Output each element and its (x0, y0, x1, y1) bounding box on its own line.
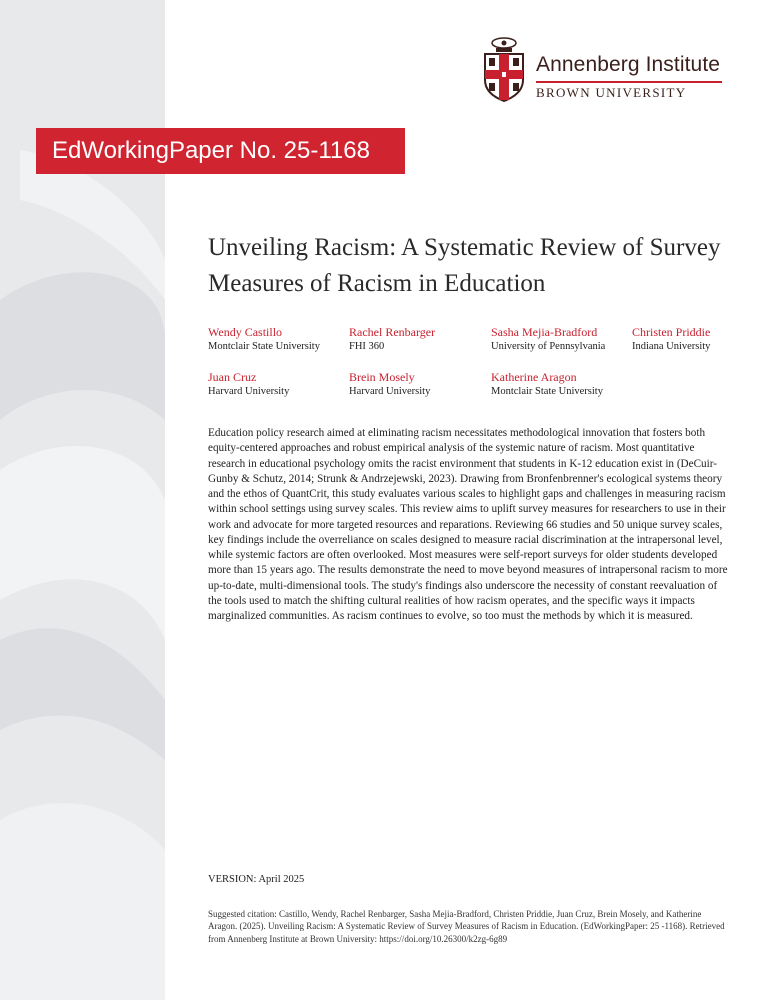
author-affiliation: FHI 360 (349, 341, 385, 352)
university-name: BROWN UNIVERSITY (536, 85, 687, 100)
author-affiliation: Indiana University (632, 341, 711, 352)
author-entry (208, 370, 348, 399)
author-name: Juan Cruz (208, 370, 257, 384)
annenberg-logo (482, 36, 727, 104)
brown-shield-icon (482, 36, 526, 102)
author-entry (208, 325, 348, 354)
series-banner: EdWorkingPaper No. 25-1168 (36, 128, 405, 174)
author-name: Sasha Mejia-Bradford (491, 325, 598, 339)
author-entry (632, 325, 772, 354)
author-name: Christen Priddie (632, 325, 711, 339)
author-entry (349, 325, 489, 354)
author-entry (349, 370, 489, 399)
version-label: VERSION: April 2025 (208, 874, 305, 885)
author-list (208, 325, 748, 405)
author-entry (491, 325, 631, 354)
institute-name: Annenberg Institute (536, 53, 721, 76)
author-name: Katherine Aragon (491, 370, 577, 384)
author-affiliation: Montclair State University (208, 341, 320, 352)
paper-title: Unveiling Racism: A Systematic Review of Survey Measures of Racism in Education (208, 234, 721, 297)
suggested-citation: Suggested citation: Castillo, Wendy, Rachel Renbarger, Sasha Mejia-Bradford, Christen Priddie, Juan Cruz, Brein Mosely, and Katherine Aragon. (2025). Unveiling Racism: A Systematic Review of Survey Measures of Racism in Education. (EdWorkingPaper: 25 -1168). Retrieved from Annenberg Institute at Brown University: https://doi.org/10.26300/k2zg-6g89 (208, 909, 725, 944)
abstract: Education policy research aimed at eliminating racism necessitates methodological innovation that fosters both equity-centered approaches and robust empirical analysis of the systemic nature of racism. Most quantitative research in educational psychology omits the racist environment that students in K-12 education exist in (DeCuir-Gunby & Schutz, 2014; Strunk & Andrzejewski, 2023). Drawing from Bronfenbrenner's ecological systems theory and the ethos of QuantCrit, this study evaluates various scales to highlight gaps and challenges in measuring racism within school settings using survey scales. This review aims to uplift survey measures for researchers to use in their work and advocate for more targeted resources and reparations. Reviewing 66 studies and 50 unique survey scales, key findings include the overreliance on scales designed to measure racial discrimination at the intrapersonal level, while systemic factors are often overlooked. Most measures were self-report surveys for older students developed more than 15 years ago. The results demonstrate the need to move beyond measures of intrapersonal racism to more up-to-date, multi-dimensional tools. The study's findings also underscore the necessity of constant reevaluation of the tools used to match the shifting cultural realities of how racism operates, and the specific ways it impacts marginalized communities. As racism continues to evolve, so too must the methods by which it is measured. (208, 427, 728, 622)
author-entry (491, 370, 631, 399)
author-affiliation: Montclair State University (491, 386, 603, 397)
author-affiliation: Harvard University (208, 386, 290, 397)
author-name: Brein Mosely (349, 370, 415, 384)
author-name: Rachel Renbarger (349, 325, 436, 339)
author-affiliation: University of Pennsylvania (491, 341, 606, 352)
author-affiliation: Harvard University (349, 386, 431, 397)
author-name: Wendy Castillo (208, 325, 283, 339)
logo-divider (536, 81, 722, 83)
